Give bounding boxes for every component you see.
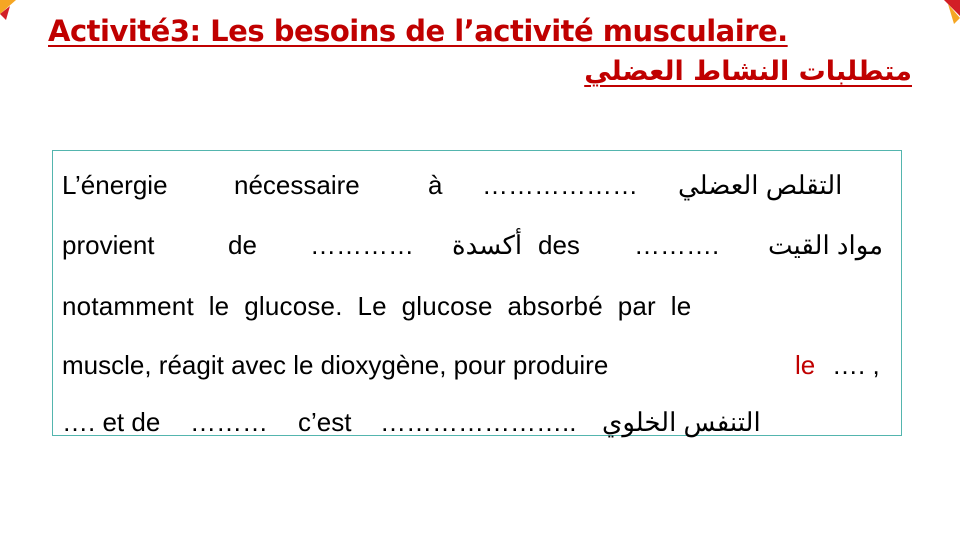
highlighted-word: le	[795, 350, 816, 380]
word: c’est	[298, 407, 352, 437]
sentence: …. et de	[62, 407, 161, 437]
word: de	[228, 230, 257, 260]
page-subtitle-arabic: متطلبات النشاط العضلي	[584, 56, 912, 87]
text-line-5	[62, 407, 888, 439]
word: nécessaire	[234, 170, 360, 200]
sentence: muscle, réagit avec le dioxygène, pour produire	[62, 350, 609, 380]
page-title: Activité3: Les besoins de l’activité musculaire.	[48, 14, 788, 48]
text-line-3	[62, 291, 888, 323]
blank-dots: ………	[190, 407, 268, 437]
blank-dots: …………	[310, 230, 414, 260]
blank-dots: …. ,	[832, 350, 880, 380]
sentence: notamment le glucose. Le glucose absorbé par le	[62, 291, 692, 321]
blank-dots: ………………	[482, 170, 638, 200]
word: L’énergie	[62, 170, 168, 200]
blank-dots: …………………..	[380, 407, 577, 437]
corner-logo-right	[920, 0, 960, 28]
text-line-2	[62, 230, 888, 262]
arabic-term: أكسدة	[452, 230, 523, 260]
word: à	[428, 170, 443, 200]
blank-dots: ……….	[634, 230, 720, 260]
corner-logo-left	[0, 0, 40, 28]
arabic-term: التقلص العضلي	[678, 170, 843, 200]
word: des	[538, 230, 580, 260]
arabic-term: التنفس الخلوي	[602, 407, 761, 437]
text-line-4	[62, 350, 888, 382]
arabic-term: مواد القيت	[768, 230, 884, 260]
word: provient	[62, 230, 155, 260]
text-line-1	[62, 170, 888, 202]
